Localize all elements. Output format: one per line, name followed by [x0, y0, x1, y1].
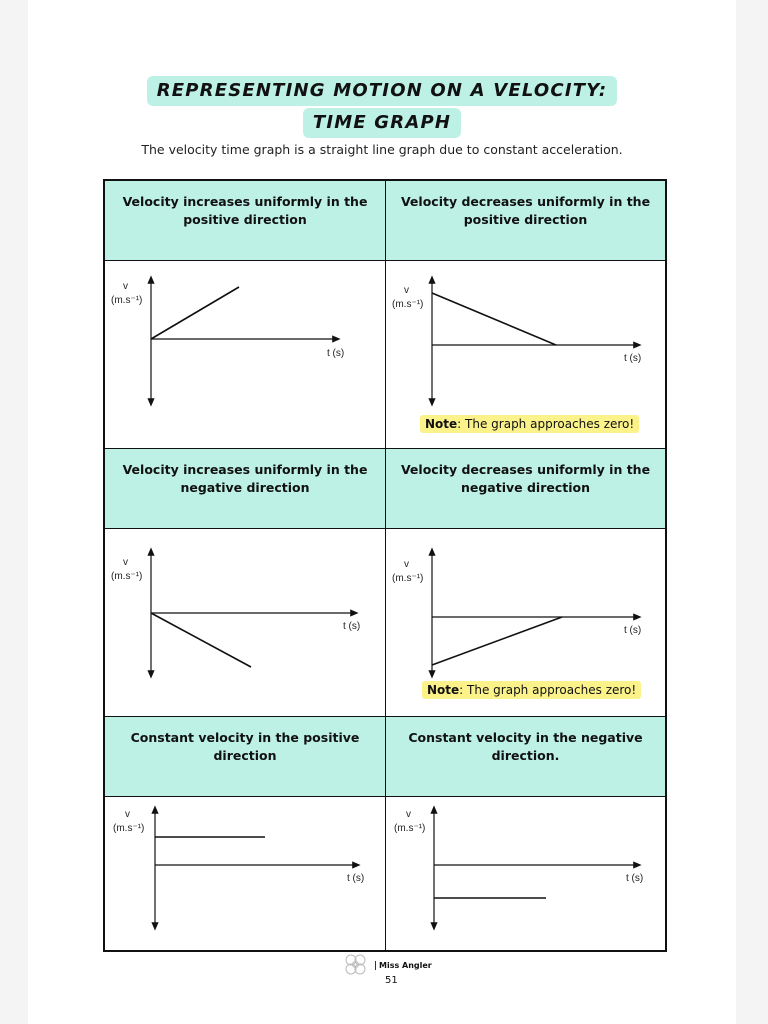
v-label: v	[404, 285, 409, 296]
graph-table	[103, 179, 667, 952]
t-label: t (s)	[327, 348, 345, 359]
page-number: 51	[385, 975, 398, 986]
t-label: t (s)	[624, 625, 642, 636]
note-text: : The graph approaches zero!	[457, 417, 635, 431]
note-approaches-zero	[422, 681, 641, 699]
note-label: Note	[427, 683, 460, 697]
graph-constant-negative	[386, 797, 665, 950]
page-title	[28, 76, 736, 138]
flower-logo-icon	[341, 952, 371, 978]
graph-increase-positive	[105, 261, 386, 449]
header-decrease-negative: Velocity decreases uniformly in the negative direction	[386, 449, 665, 529]
worksheet-page	[28, 0, 736, 1024]
graph-increase-negative	[105, 529, 386, 717]
note-approaches-zero	[420, 415, 639, 433]
header-increase-positive: Velocity increases uniformly in the positive direction	[105, 181, 386, 261]
v-label: v	[125, 809, 130, 820]
subtitle: The velocity time graph is a straight line graph due to constant acceleration.	[141, 142, 623, 157]
author-name: Miss Angler	[375, 961, 432, 970]
v-label: v	[123, 557, 128, 568]
header-constant-positive: Constant velocity in the positive direction	[105, 717, 386, 797]
t-label: t (s)	[626, 873, 644, 884]
title-line-2: TIME GRAPH	[303, 108, 461, 138]
note-text: : The graph approaches zero!	[459, 683, 637, 697]
header-constant-negative: Constant velocity in the negative direction.	[386, 717, 665, 797]
title-line-1: REPRESENTING MOTION ON A VELOCITY:	[147, 76, 618, 106]
header-decrease-positive: Velocity decreases uniformly in the positive direction	[386, 181, 665, 261]
note-label: Note	[425, 417, 458, 431]
t-label: t (s)	[624, 353, 642, 364]
graph-decrease-negative	[386, 529, 665, 717]
header-increase-negative: Velocity increases uniformly in the negative direction	[105, 449, 386, 529]
graph-increase-negative-svg	[105, 529, 386, 717]
graph-constant-positive	[105, 797, 386, 950]
graph-constant-positive-svg	[105, 797, 386, 950]
v-label: v	[123, 281, 128, 292]
t-label: t (s)	[347, 873, 365, 884]
graph-constant-negative-svg	[386, 797, 665, 950]
v-label: v	[406, 809, 411, 820]
t-label: t (s)	[343, 621, 361, 632]
v-unit-label: (m.s⁻¹)	[111, 571, 143, 582]
v-unit-label: (m.s⁻¹)	[392, 299, 424, 310]
v-label: v	[404, 559, 409, 570]
graph-increase-positive-svg	[105, 261, 386, 449]
v-unit-label: (m.s⁻¹)	[392, 573, 424, 584]
graph-decrease-positive	[386, 261, 665, 449]
v-unit-label: (m.s⁻¹)	[111, 295, 143, 306]
v-unit-label: (m.s⁻¹)	[113, 823, 145, 834]
v-unit-label: (m.s⁻¹)	[394, 823, 426, 834]
